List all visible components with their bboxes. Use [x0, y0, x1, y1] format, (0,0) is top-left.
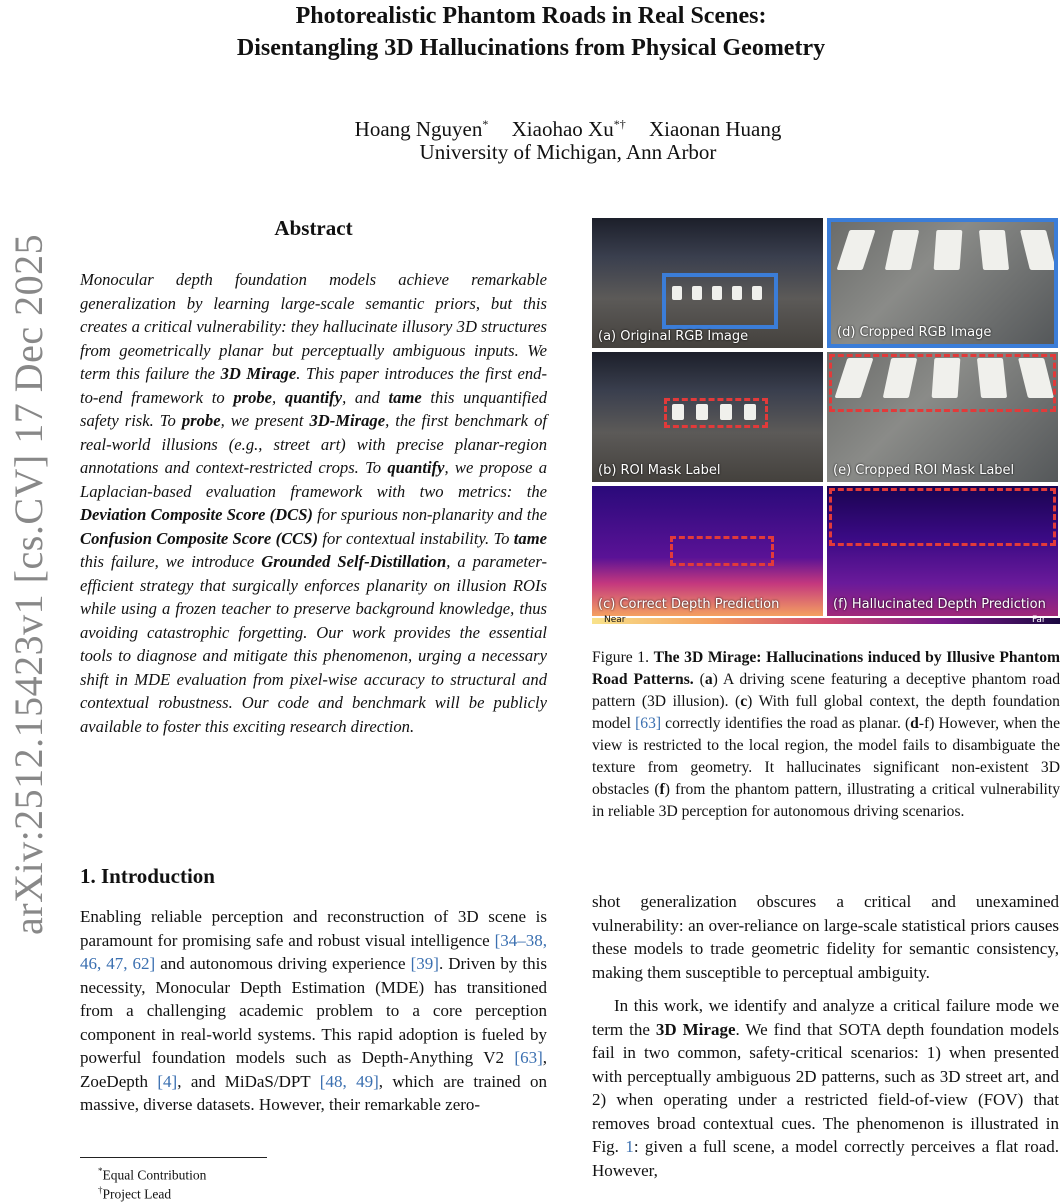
paper-title	[0, 0, 1062, 64]
figure-1-caption: Figure 1. The 3D Mirage: Hallucinations induced by Illusive Phantom Road Patterns. (a) A driving scene featuring a deceptive phantom road pattern (3D illusion). (c) With full global context, the depth foundation model [63] correctly identifies the road as planar. (d-f) However, when the view is restricted to the local region, the model fails to disambiguate the texture from geometry. It hallucinates significant non-existent 3D obstacles (f) from the phantom pattern, illustrating a critical vulnerability in reliable 3D perception for autonomous driving scenarios.	[592, 649, 1060, 820]
figure-1	[592, 218, 1060, 630]
author-2-mark: *†	[613, 117, 626, 131]
title-line-2: Disentangling 3D Hallucinations from Physical Geometry	[236, 35, 826, 61]
citation-link[interactable]: [63]	[635, 715, 662, 732]
abstract-text: Monocular depth foundation models achieve remarkable generalization by learning large-scale semantic priors, but this creates a critical vulnerability: they hallucinate illusory 3D structures from geometrically planar but perceptually ambiguous inputs. We term this failure the 3D Mirage. This paper introduces the first end-to-end framework to probe, quantify, and tame this unquantified safety risk. To probe, we present 3D-Mirage, the first benchmark of real-world illusions (e.g., street art) with precise planar-region annotations and context-restricted crops. To quantify, we propose a Laplacian-based evaluation framework with two metrics: the Deviation Composite Score (DCS) for spurious non-planarity and the Confusion Composite Score (CCS) for contextual instability. To tame this failure, we introduce Grounded Self-Distillation, a parameter-efficient strategy that surgically enforces planarity on illusion ROIs while using a frozen teacher to preserve background knowledge, thus avoiding catastrophic forgetting. Our work provides the essential tools to diagnose and mitigate this phenomenon, urging a necessary shift in MDE evaluation from pixel-wise accuracy to structural and contextual robustness. Our code and benchmark will be publicly available to foster this exciting research direction.	[80, 270, 548, 736]
citation-link[interactable]: [4]	[157, 1071, 178, 1091]
panel-label-c: (c) Correct Depth Prediction	[598, 597, 780, 612]
roi-mask-outline	[829, 354, 1056, 412]
roi-box	[662, 273, 778, 329]
panel-cropped-rgb	[827, 218, 1058, 348]
colorbar-far-label: Far	[1032, 615, 1046, 625]
author-1: Hoang Nguyen	[354, 117, 483, 141]
panel-correct-depth	[592, 486, 823, 616]
citation-link[interactable]: [63]	[514, 1048, 543, 1067]
panel-label-a: (a) Original RGB Image	[598, 329, 749, 344]
roi-mask-outline	[829, 488, 1056, 546]
right-column-text	[592, 890, 1059, 1182]
panel-hallucinated-depth	[827, 486, 1058, 616]
footnote-2: †Project Lead	[98, 1185, 172, 1202]
author-2: Xiaohao Xu	[511, 117, 614, 141]
paragraph-3d-mirage: In this work, we identify and analyze a critical failure mode we term the 3D Mirage. We find that SOTA depth foundation models fail in two common, safety-critical scenarios: 1) when presented with perceptually ambiguous 2D patterns, such as 3D street art, and 2) when operating under a restricted field-of-view (FOV) that removes broad contextual cues. The phenomenon is illustrated in Fig. 1: given a full scene, a model correctly perceives a flat road. However,	[592, 996, 1060, 1180]
panel-label-b: (b) ROI Mask Label	[598, 463, 721, 478]
panel-label-f: (f) Hallucinated Depth Prediction	[833, 597, 1046, 612]
roi-mask-outline	[664, 398, 768, 428]
title-line-1: Photorealistic Phantom Roads in Real Scenes:	[295, 3, 767, 29]
roi-mask-outline	[670, 536, 774, 566]
panel-label-d: (d) Cropped RGB Image	[837, 325, 992, 340]
footnote-1: *Equal Contribution	[98, 1166, 207, 1183]
author-1-mark: *	[482, 117, 489, 131]
colorbar-near-label: Near	[604, 615, 626, 625]
panel-original-rgb	[592, 218, 823, 348]
panel-label-e: (e) Cropped ROI Mask Label	[833, 463, 1015, 478]
citation-link[interactable]: [48, 49]	[319, 1071, 379, 1091]
intro-paragraph: Enabling reliable perception and reconstruction of 3D scene is paramount for promising safe and robust visual intelligence [34–38, 46, 47, 62] and autonomous driving experience [39]. Driven by this necessity, Monocular Depth Estimation (MDE) has transitioned from a challenging academic problem to a core perception component in real-world systems. This rapid adoption is fueled by powerful foundation models such as Depth-Anything V2 [63], ZoeDepth [4], and MiDaS/DPT [48, 49], which are trained on massive, diverse datasets. However, their remarkable zero-	[80, 907, 547, 1114]
depth-colorbar	[592, 618, 1060, 624]
citation-link[interactable]: [34–38, 46, 47, 62]	[80, 930, 547, 973]
author-3: Xiaonan Huang	[648, 117, 782, 141]
figure-ref-link[interactable]: 1	[625, 1137, 634, 1156]
panel-cropped-roi-mask	[827, 352, 1058, 482]
paragraph-continued: shot generalization obscures a critical and unexamined vulnerability: an over-reliance on large-scale statistical priors causes these models to trade geometric fidelity for semantic consistency, making them susceptible to perceptual ambiguity.	[592, 892, 1059, 982]
section-heading-introduction: 1. Introduction	[80, 864, 215, 888]
arxiv-stamp: arXiv:2512.15423v1 [cs.CV] 17 Dec 2025	[6, 233, 51, 935]
footnote-rule	[80, 1157, 267, 1158]
affiliation: University of Michigan, Ann Arbor	[419, 140, 717, 164]
panel-roi-mask	[592, 352, 823, 482]
citation-link[interactable]: [39]	[410, 954, 439, 973]
abstract-heading: Abstract	[274, 216, 353, 240]
